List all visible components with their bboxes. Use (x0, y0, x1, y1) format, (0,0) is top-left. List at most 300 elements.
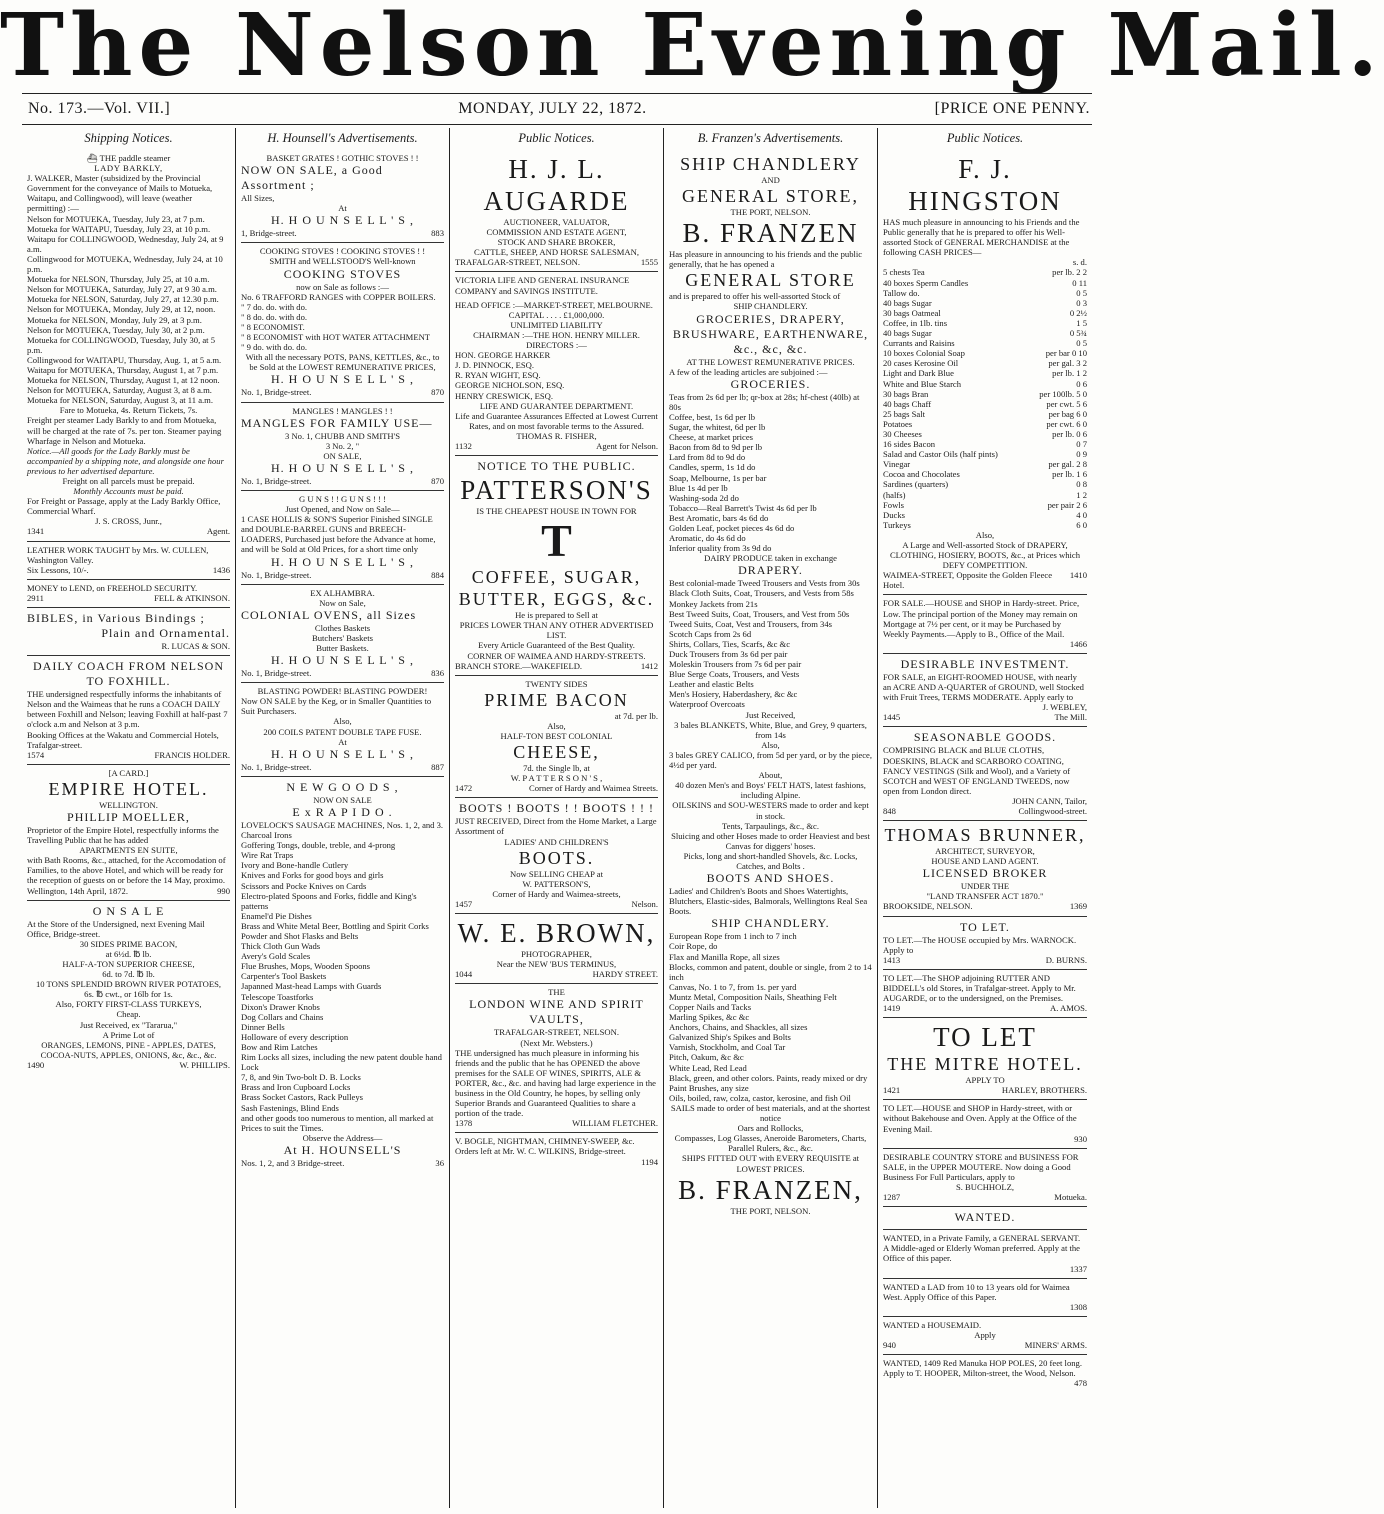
ad-number: 990 (217, 885, 230, 896)
price-item: 16 sides Bacon (883, 439, 936, 450)
ad-footer (455, 899, 658, 909)
grocery-list (669, 392, 872, 554)
ad-heading: CHEESE, (513, 742, 600, 763)
ad-line: At the Store of the Undersigned, next Evening Mail Office, Bridge-street. (27, 918, 205, 939)
ad-line: THE undersigned has much pleasure in informing his friends and the public that he has OPENED the above premises for the SALE OF WINES, SPIRITS, ALE & PORTER, &c., &c. and having had large experience in the business in the Old Country, he hopes, by selling only Superior Brands and Guaranteed Qualities to share a portion of the trade. (455, 1047, 656, 1119)
ad-line: NOW ON SALE (313, 794, 372, 805)
list-item: Motueka for NELSON, Saturday, August 3, at 11 a.m. (27, 395, 214, 406)
ad-line: WELLINGTON. (99, 799, 158, 810)
goods-list (241, 830, 444, 1113)
list-item: AUCTIONEER, VALUATOR, (503, 217, 610, 227)
list-item: Black, green, and other colors. Paints, ready mixed or dry (669, 1072, 868, 1083)
price-item: Fowls (883, 499, 905, 510)
column-shipping (22, 128, 236, 1508)
ad-line: "LAND TRANSFER ACT 1870." (926, 891, 1044, 902)
ad-line: TO LET.—HOUSE and SHOP in Hardy-street, with or without Bakehouse and Oven. Apply at the Office of the Evening Mail. (883, 1103, 1077, 1134)
ad-number: 1419 (883, 1003, 901, 1014)
list-item: Powder and Shot Flasks and Belts (241, 930, 359, 941)
ad-brown (455, 914, 658, 984)
ad-line: AT THE LOWEST REMUNERATIVE PRICES. (686, 356, 855, 367)
ad-boots (455, 798, 658, 914)
ad-line: Tents, Tarpaulings, &c., &c. (722, 820, 819, 831)
ad-line: 30 SIDES PRIME BACON, (79, 938, 178, 949)
ad-heading: H. H O U N S E L L ' S , (271, 372, 414, 387)
list-item: Nelson for MOTUEKA, Monday, July 29, at 12, noon. (27, 304, 216, 315)
list-item: Lard from 8d to 9d do (669, 452, 746, 463)
ad-number: 1574 (27, 749, 45, 760)
price-row (883, 368, 1087, 378)
ad-wanted-4 (883, 1355, 1087, 1392)
column-heading: Public Notices. (518, 131, 595, 145)
price-value: 0 9 (1076, 449, 1087, 460)
ad-coach (27, 656, 230, 765)
sailing-list (27, 214, 230, 406)
ad-line: and other goods too numerous to mention, all marked at Prices to suit the Times. (241, 1112, 434, 1133)
ad-footer (455, 661, 658, 671)
ad-heading: BOOTS AND SHOES. (706, 871, 835, 886)
ad-line: COMPRISING BLACK and BLUE CLOTHS, DOESKINS, BLACK and SCARBORO COATING, FANCY VESTINGS (Silk and Wool), and a Variety of SCOTCH and WEST OF ENGLAND TWEEDS, now open from London direct. (883, 745, 1071, 796)
price-value: 0 7 (1076, 439, 1087, 450)
list-item: Golden Leaf, pocket pieces 4s 6d do (669, 522, 795, 533)
price-row (883, 358, 1087, 368)
list-item: Holloware of every description (241, 1031, 349, 1042)
ad-line: Fare to Motueka, 4s. Return Tickets, 7s. (59, 405, 198, 416)
ad-line: 6s. ℔ cwt., or 16lb for 1s. (84, 989, 173, 1000)
ad-line: MONEY to LEND, on FREEHOLD SECURITY. (27, 582, 198, 593)
list-item: Galvanized Ship's Spikes and Bolts (669, 1032, 791, 1043)
price-row (883, 459, 1087, 469)
price-row (883, 338, 1087, 348)
ad-line: W. P A T T E R S O N ' S , (510, 773, 603, 784)
ad-phillips (27, 901, 230, 1074)
ad-line: Corner of Hardy and Waimea-streets, (492, 888, 621, 899)
ad-footer (27, 565, 230, 575)
ad-heading: PATTERSON'S (460, 475, 653, 506)
ad-line (27, 153, 230, 163)
ad-line: Corner of Hardy and Waimea Streets. (529, 783, 658, 794)
list-item: Knives and Forks for good boys and girls (241, 870, 384, 881)
mangle-list (241, 431, 444, 451)
price-row (883, 389, 1087, 399)
ad-empire-hotel (27, 765, 230, 901)
price-value: 0 3 (1076, 297, 1087, 308)
ad-line: TO LET.—The HOUSE occupied by Mrs. WARNOCK. Apply to (883, 934, 1077, 955)
ad-line: UNDER THE (960, 881, 1010, 892)
list-item: Motueka for NELSON, Thursday, July 25, at 10 a.m. (27, 274, 210, 285)
price-item: 30 Cheeses (883, 428, 922, 439)
ad-line: AND (761, 175, 780, 185)
list-item: Copper Nails and Tacks (669, 1002, 752, 1012)
ad-heading: O N S A L E (92, 903, 165, 918)
price-item: (halfs) (883, 489, 906, 500)
ad-line: HAS much pleasure in announcing to his Friends and the Public generally that he is prepared to offer his Well-assorted Stock of GENERAL MERCHANDISE at the following CASH PRICES— (883, 217, 1080, 258)
list-item: " 8 ECONOMIST with HOT WATER ATTACHMENT (241, 332, 431, 343)
masthead-title: The Nelson Evening Mail. (0, 0, 1384, 96)
list-item: Thick Cloth Gun Wads (241, 941, 321, 952)
ad-wanted (883, 1207, 1087, 1230)
ad-line: Freight per steamer Lady Barkly to and from Motueka, will be charged at the rate of 7s. per ton. Steamer paying Wharfage in Nelson and Motueka. (27, 415, 222, 446)
ad-heading: LONDON WINE AND SPIRIT VAULTS, (469, 997, 644, 1027)
ad-heading: MANGLES ! MANGLES ! ! (292, 405, 393, 416)
list-item: Varnish, Stockholm, and Coal Tar (669, 1042, 786, 1053)
ad-line: HALF-A-TON SUPERIOR CHEESE, (62, 959, 195, 969)
ad-number: 1378 (455, 1118, 473, 1129)
list-item: Waitapu for MOTUEKA, Thursday, August 1, at 7 p.m. (27, 364, 219, 375)
ad-line: Just Opened, and Now on Sale— (285, 504, 400, 515)
price-row (883, 479, 1087, 489)
price-row (883, 429, 1087, 439)
list-item: Butchers' Baskets (312, 632, 373, 643)
list-item: Monkey Jackets from 21s (669, 598, 758, 609)
list-item: Waitapu for COLLINGWOOD, Wednesday, July 24, at 9 a.m. (27, 233, 224, 254)
list-item: Nelson for MOTUEKA, Saturday, August 3, at 8 a.m. (27, 385, 212, 396)
ad-footer (883, 806, 1087, 816)
directors-list (455, 350, 658, 400)
list-item: Coffee, best, 1s 6d per lb (669, 411, 756, 422)
ad-line: LOVELOCK'S SAUSAGE MACHINES, Nos. 1, 2, and 3. (241, 819, 444, 830)
ad-signature: J. S. CROSS, Junr., (95, 516, 162, 527)
list-item: Flax and Manilla Rope, all sizes (669, 951, 780, 962)
price-row (883, 278, 1087, 288)
column-heading: Shipping Notices. (84, 131, 173, 145)
ad-line: Oars and Rollocks, (737, 1123, 804, 1134)
ad-heading: TO LET. (960, 919, 1010, 934)
ad-footer (241, 228, 444, 238)
column-hounsell (236, 128, 450, 1508)
price-row (883, 318, 1087, 328)
ad-line: SHIP CHANDLERY. (733, 301, 808, 312)
ad-heading: W. E. BROWN, (457, 918, 656, 949)
ad-line: V. BOGLE, NIGHTMAN, CHIMNEY-SWEEP, &c. Orders left at Mr. W. C. WILKINS, Bridge-street. (455, 1136, 635, 1157)
price-value: 1 2 (1076, 489, 1087, 500)
ad-line: At (338, 736, 347, 747)
ad-line: Collingwood-street. (1018, 805, 1087, 816)
ad-wanted-2 (883, 1279, 1087, 1317)
ad-footer (27, 526, 230, 536)
ad-number: 1466 (1069, 638, 1087, 649)
ad-footer (27, 593, 230, 603)
list-item: White Lead, Red Lead (669, 1062, 747, 1073)
ad-lady-barkly (27, 150, 230, 542)
ad-line: LADY BARKLY, (94, 163, 163, 174)
ad-line: Proprietor of the Empire Hotel, respectfully informs the Travelling Public that he has added (27, 824, 219, 846)
price-item: 40 bags Sugar (883, 328, 932, 339)
list-item: European Rope from 1 inch to 7 inch (669, 931, 797, 942)
ad-leather (27, 542, 230, 580)
list-item: Washing-soda 2d do (669, 492, 739, 503)
ad-line: APARTMENTS EN SUITE, (79, 845, 178, 856)
ad-signature: WILLIAM FLETCHER. (572, 1118, 658, 1129)
ad-number: 1436 (212, 564, 230, 575)
ad-line: Six Lessons, 10/-. (27, 564, 89, 575)
ad-signature: W. PHILLIPS. (179, 1059, 230, 1070)
drapery-list (669, 578, 872, 709)
ad-signature: J. WEBLEY, (1042, 702, 1087, 713)
list-item: Wire Rat Traps (241, 850, 294, 861)
ad-london-vaults (455, 984, 658, 1133)
ad-line: 3 bales BLANKETS, White, Blue, and Grey, 9 quarters, from 14s (674, 719, 867, 740)
ad-line: Now SELLING CHEAP at (509, 868, 603, 879)
list-item: Flue Brushes, Mops, Wooden Spoons (241, 961, 371, 972)
price-item: White and Blue Starch (883, 378, 962, 389)
price-item: Currants and Raisins (883, 338, 955, 349)
ad-line: Monthly Accounts must be paid. (73, 486, 184, 497)
ad-footer (455, 1118, 658, 1128)
column-heading: B. Franzen's Advertisements. (697, 131, 844, 145)
ad-signature: FELL & ATKINSON. (154, 592, 230, 603)
augarde-list (455, 217, 658, 257)
list-item: " 9 do. with do. do. (241, 342, 308, 353)
ad-line: LEATHER WORK TAUGHT by Mrs. W. CULLEN, Washington Valley. (27, 544, 209, 565)
ad-line: ON SALE, (323, 450, 362, 461)
price-row (883, 510, 1087, 520)
price-row (883, 490, 1087, 500)
ad-number: 1369 (1069, 901, 1087, 912)
ad-heading: H. J. L. AUGARDE (483, 154, 630, 216)
ad-footer (883, 1192, 1087, 1202)
list-item: Brass and White Metal Beer, Bottling and Spirit Corks (241, 920, 429, 931)
list-item: Soap, Melbourne, 1s per bar (669, 472, 767, 483)
price-row (883, 379, 1087, 389)
ad-line: MINERS' ARMS. (1024, 1340, 1087, 1351)
ad-footer (883, 1085, 1087, 1095)
list-item: Motueka for NELSON, Thursday, August 1, at 12 noon. (27, 375, 220, 386)
list-item: Pitch, Oakum, &c &c (669, 1052, 744, 1063)
price-item: 25 bags Salt (883, 408, 926, 419)
ad-number: 1132 (455, 440, 472, 451)
ad-line: Also, FORTY FIRST-CLASS TURKEYS, (55, 999, 202, 1010)
list-item: Muntz Metal, Composition Nails, Sheathing Felt (669, 991, 837, 1002)
ad-line: Freight on all parcels must be prepaid. (62, 476, 195, 486)
list-item: J. D. PINNOCK, ESQ. (455, 360, 535, 371)
ad-line: THE PORT, NELSON. (730, 1205, 811, 1216)
column-heading: Public Notices. (946, 131, 1024, 145)
ad-line: J. WALKER, Master (subsidized by the Provincial Government for the conveyance of Mails to Motueka, Waitapu, and Collingwood), will leave (weather permitting) :— (27, 173, 213, 214)
list-item: Anchors, Chains, and Shackles, all sizes (669, 1022, 808, 1033)
ad-heading: PHILLIP MOELLER, (67, 809, 190, 824)
ad-alhambra (241, 585, 444, 684)
list-item: Rim Locks all sizes, including the new patent double hand Lock (241, 1052, 442, 1073)
ad-line: A Large and Well-assorted Stock of DRAPERY, CLOTHING, HOSIERY, BOOTS, &c., at Prices which DEFY COMPETITION. (889, 540, 1081, 571)
price-value: 0 5¾ (1069, 328, 1087, 339)
stove-list (241, 292, 444, 353)
ad-heading: N E W G O O D S , (286, 779, 399, 794)
list-item: Scissors and Pocke Knives on Cards (241, 880, 367, 891)
list-item: Motueka for NELSON, Monday, July 29, at 3 p.m. (27, 314, 202, 325)
ad-line: OILSKINS and SOU-WESTERS made to order and kept in stock. (672, 800, 869, 821)
ad-line: Has pleasure in announcing to his friends and the public generally, that he has opened a (669, 249, 863, 270)
list-item: " 8 do. do. with do. (241, 311, 308, 322)
ad-line: FOR SALE.—HOUSE and SHOP in Hardy-street. Price, Low. The principal portion of the Money may remain on Mortgage at 7½ per cent, or it may be Purchased by Weekly Payments.—Apply to B., Office of the Mail. (883, 598, 1080, 639)
list-item: Leather and elastic Belts (669, 679, 754, 690)
ad-blasting (241, 683, 444, 777)
ad-hingston (883, 150, 1087, 595)
price-item: 10 boxes Colonial Soap (883, 348, 965, 359)
list-item: Best Aromatic, bars 4s 6d do (669, 512, 769, 523)
ad-heading: BIBLES, in Various Bindings ; (27, 611, 205, 626)
ad-heading: B. FRANZEN, (678, 1174, 863, 1205)
list-item: Nelson for MOTUEKA, Tuesday, July 23, at 7 p.m. (27, 213, 205, 224)
ad-signature: D. BURNS. (1045, 954, 1087, 965)
ad-line: at 6½d. ℔ lb. (105, 948, 152, 959)
ad-line: A Prime Lot of (102, 1029, 155, 1040)
ad-line: HOUSE AND LAND AGENT. (931, 856, 1039, 867)
ad-number: 1472 (455, 783, 473, 794)
ad-line: TRAFALGAR-STREET, NELSON. (493, 1027, 619, 1038)
ad-guns (241, 491, 444, 585)
ad-number: 1308 (1069, 1301, 1087, 1312)
ad-heading: GENERAL STORE, (681, 186, 859, 207)
ad-heading: E x R A P I D O . (292, 804, 393, 819)
price-value: per bag 6 0 (1048, 408, 1087, 419)
ad-footer (241, 570, 444, 580)
price-value: per lb. 2 2 (1052, 267, 1087, 278)
price-item: Tallow do. (883, 287, 920, 298)
list-item: Clothes Baskets (314, 622, 371, 633)
ad-footer (455, 441, 658, 451)
list-item: HON. GEORGE HARKER (455, 350, 551, 361)
ad-line: TWENTY SIDES (525, 678, 588, 689)
ad-number: 1413 (883, 954, 901, 965)
ad-heading: BASKET GRATES ! GOTHIC STOVES ! ! (266, 153, 419, 163)
column-public-notices (450, 128, 664, 1508)
ad-line: THE paddle steamer (99, 153, 171, 163)
list-item: Charcoal Irons (241, 830, 292, 841)
ad-number: 36 (435, 1157, 444, 1168)
list-item: Brass and Iron Cupboard Locks (241, 1082, 351, 1093)
ad-grates (241, 150, 444, 243)
ad-heading: SEASONABLE GOODS. (913, 730, 1057, 745)
ad-number: 1287 (883, 1192, 901, 1203)
list-item: Enamel'd Pie Dishes (241, 910, 312, 921)
list-item: Telescope Toastforks (241, 991, 314, 1002)
price-item: 20 cases Kerosine Oil (883, 358, 959, 369)
list-item: Dog Collars and Chains (241, 1011, 324, 1022)
list-item: Electro-plated Spoons and Forks, fiddle and King's patterns (241, 890, 417, 911)
ad-line: ARCHITECT, SURVEYOR, (935, 846, 1035, 857)
ad-line: Nelson. (631, 898, 658, 909)
ad-heading: F. J. HINGSTON (908, 154, 1062, 216)
price-value: 0 5 (1076, 338, 1087, 349)
ad-line: APPLY TO (965, 1075, 1005, 1086)
price-row (883, 348, 1087, 358)
price-item: Potatoes (883, 418, 913, 429)
ad-line: PRICES LOWER THAN ANY OTHER ADVERTISED LIST. (459, 620, 654, 641)
list-item: 7, 8, and 9in Two-bolt D. B. Locks (241, 1072, 361, 1083)
price-item: 30 bags Bran (883, 388, 929, 399)
ad-number: 836 (431, 668, 444, 679)
price-item: Vinegar (883, 459, 911, 470)
list-item: Nelson for MOTUEKA, Tuesday, July 30, at 2 p.m. (27, 324, 205, 335)
ad-signature: R. LUCAS & SON. (161, 641, 230, 652)
ad-number: 1555 (640, 257, 658, 268)
ad-heading: PRIME BACON (484, 689, 629, 710)
price-row (883, 419, 1087, 429)
ad-footer (455, 783, 658, 793)
ad-number: 1445 (883, 712, 901, 723)
top-rule (22, 93, 1092, 94)
ad-line: HEAD OFFICE :—MARKET-STREET, MELBOURNE. (455, 299, 653, 310)
ad-heading: COFFEE, SUGAR, (471, 567, 642, 588)
price-value: 0 8 (1076, 479, 1087, 490)
list-item: Best Tweed Suits, Coat, Trousers, and Vest from 50s (669, 608, 850, 619)
ad-line: HALF-TON BEST COLONIAL (500, 731, 613, 741)
ad-line: Also, (975, 529, 995, 540)
price-row (883, 520, 1087, 530)
ad-mangles (241, 403, 444, 491)
price-item: 5 chests Tea (883, 267, 925, 278)
price-value: per lb. 1 6 (1052, 469, 1087, 480)
ad-line: WANTED a HOUSEMAID. (883, 1319, 982, 1330)
ad-number: 870 (431, 387, 444, 398)
ad-line: Agent. (206, 526, 230, 537)
list-item: Sugar, the whitest, 6d per lb (669, 422, 766, 433)
dateline (28, 96, 1090, 122)
ad-line: with Bath Rooms, &c., attached, for the Accomodation of Families, to the above Hotel, and which will be ready for the reception of guests on or before the 14 May, proximo. (27, 855, 226, 886)
ad-to-let-3 (883, 1100, 1087, 1148)
ad-line: COLONIAL OVENS, all Sizes (241, 607, 417, 622)
ad-number: 884 (431, 569, 444, 580)
ad-cooking-stoves (241, 243, 444, 402)
list-item: Candles, sperm, 1s 1d do (669, 462, 756, 473)
ad-number: 1421 (883, 1085, 901, 1096)
ad-heading: COOKING STOVES (283, 266, 402, 281)
ad-line: Notice.—All goods for the Lady Barkly must be accompanied by a shipping note, and alongside one hour previous to her advertised departure. (27, 445, 224, 476)
ad-signature: JOHN CANN, Tailor, (1012, 795, 1087, 806)
ad-line: at 7d. per lb. (614, 710, 658, 721)
price-item: 40 bags Sugar (883, 297, 932, 308)
list-item: Motueka for NELSON, Saturday, July 27, at 12.30 p.m. (27, 294, 219, 305)
ad-line: BROOKSIDE, NELSON. (883, 901, 973, 912)
ad-heading: GENERAL STORE (685, 270, 856, 291)
ad-line: Nos. 1, 2, and 3 Bridge-street. (241, 1157, 345, 1168)
ad-footer (27, 886, 230, 896)
ad-heading: H. H O U N S E L L ' S , (271, 460, 414, 475)
price-item: Turkeys (883, 519, 911, 530)
ad-number: 2911 (27, 592, 44, 603)
ad-footer (241, 668, 444, 678)
ad-heading: H. H O U N S E L L ' S , (271, 554, 414, 569)
ad-footer (883, 712, 1087, 722)
list-item: Coir Rope, do (669, 941, 718, 952)
ad-number: 930 (1074, 1133, 1087, 1144)
list-item: Motueka for COLLINGWOOD, Tuesday, July 30, at 5 p.m. (27, 334, 216, 355)
ad-signature: S. BUCHHOLZ, (955, 1182, 1014, 1193)
ad-line: At (338, 203, 347, 214)
ad-line: Booking Offices at the Wakatu and Commercial Hotels, Trafalgar-street. (27, 729, 219, 750)
ad-heading: TO LET (933, 1022, 1037, 1053)
ad-line: The Mill. (1054, 712, 1087, 723)
ad-heading: THE MITRE HOTEL. (887, 1054, 1083, 1075)
ad-footer (27, 1060, 230, 1070)
list-item: Moleskin Trousers from 7s 6d per pair (669, 659, 802, 670)
list-item: Nelson for MOTUEKA, Saturday, July 27, at 9 30 a.m. (27, 284, 217, 295)
ad-line: THE undersigned respectfully informs the inhabitants of Nelson and the Waimeas that he runs a COACH DAILY between Foxhill and Nelson; leaving Foxhill at half-past 7 o'clock a.m and Nelson at 3 p.m. (27, 689, 228, 730)
price-item: Cocoa and Chocolates (883, 469, 960, 480)
ad-heading: BUTTER, EGGS, &c. (458, 589, 655, 610)
ad-line: DIRECTORS :— (526, 340, 587, 351)
price-row (883, 469, 1087, 479)
ad-line: With all the necessary POTS, PANS, KETTLES, &c., to be Sold at the LOWEST REMUNERATIVE PRICES, (245, 352, 440, 373)
ad-signature: FRANCIS HOLDER. (154, 749, 230, 760)
ad-brunner (883, 821, 1087, 916)
list-item: Inferior quality from 3s 9d do (669, 543, 772, 554)
ad-line: BRANCH STORE.—WAKEFIELD. (455, 660, 583, 671)
ad-line: 1, Bridge-street. (241, 228, 297, 239)
price-value: 0 5 (1076, 287, 1087, 298)
list-item: Shirts, Collars, Ties, Scarfs, &c &c (669, 638, 791, 649)
ad-footer (241, 476, 444, 486)
